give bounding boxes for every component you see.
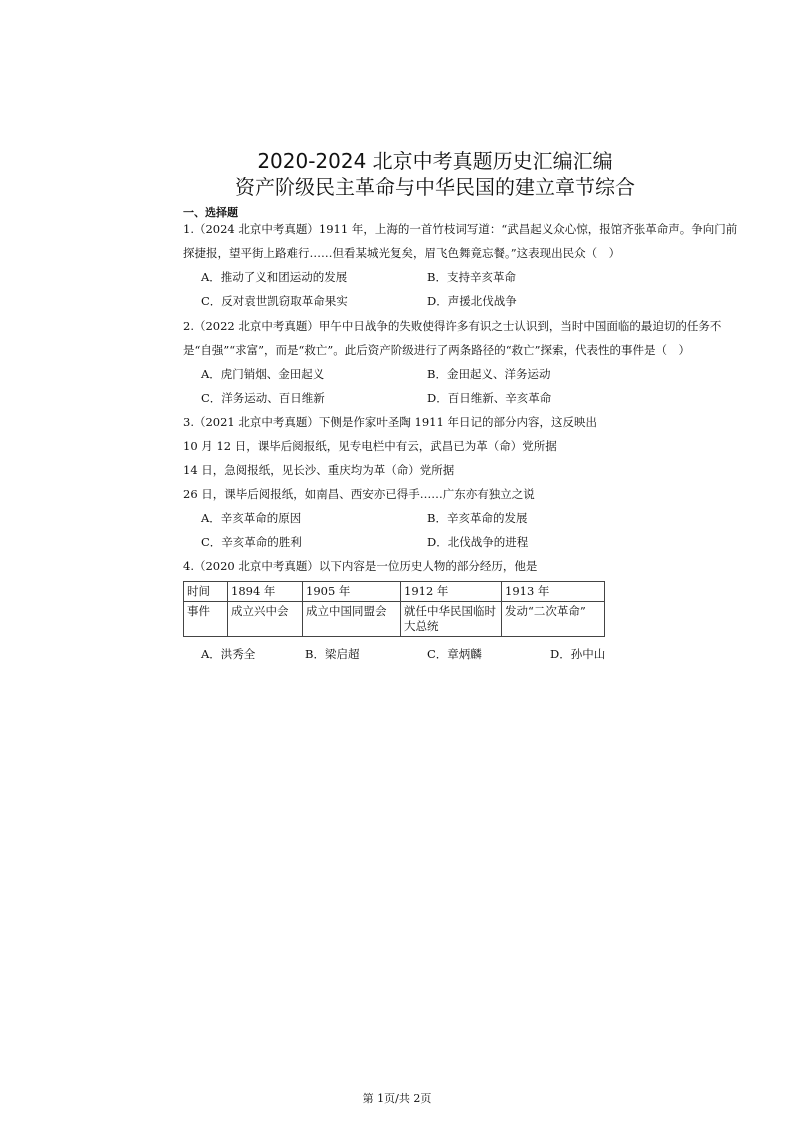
question-4-option-d: D．孙中山 xyxy=(550,647,606,661)
question-1-option-d: D．声援北伐战争 xyxy=(427,294,517,308)
question-3-option-c: C．辛亥革命的胜利 xyxy=(201,535,302,549)
question-4-option-b: B．梁启超 xyxy=(305,647,360,661)
section-heading: 一、选择题 xyxy=(183,206,238,219)
question-2-option-a: A．虎门销烟、金田起义 xyxy=(201,367,325,381)
question-3-option-a: A．辛亥革命的原因 xyxy=(201,511,302,525)
question-2-line-1: 2.（2022 北京中考真题）甲午中日战争的失败使得许多有识之士认识到，当时中国面临的最迫切的任务不 xyxy=(183,319,722,333)
question-3-option-b: B．辛亥革命的发展 xyxy=(427,511,528,525)
question-1-option-c: C．反对袁世凯窃取革命果实 xyxy=(201,294,348,308)
question-1-option-b: B．支持辛亥革命 xyxy=(427,270,516,284)
question-2-option-c: C．洋务运动、百日维新 xyxy=(201,391,325,405)
question-4-option-c: C．章炳麟 xyxy=(427,647,482,661)
page-number: 第 1页/共 2页 xyxy=(362,1092,432,1105)
table-cell: 1905 年 xyxy=(303,582,401,602)
question-3-line-1: 3.（2021 北京中考真题）下侧是作家叶圣陶 1911 年日记的部分内容，这反映出 xyxy=(183,415,597,429)
question-4-option-a: A．洪秀全 xyxy=(201,647,256,661)
document-subtitle: 资产阶级民主革命与中华民国的建立章节综合 xyxy=(235,175,635,199)
table-cell: 事件 xyxy=(184,602,228,637)
question-3-diary-1: 10 月 12 日，课毕后阅报纸，见专电栏中有云，武昌已为革（命）党所据 xyxy=(183,439,557,453)
question-3-diary-3: 26 日，课毕后阅报纸，如南昌、西安亦已得手……广东亦有独立之说 xyxy=(183,487,535,501)
question-1-line-2: 探捷报，望平街上路难行……但看某城光复矣，眉飞色舞竟忘餐。”这表现出民众（ ） xyxy=(183,246,621,260)
question-4-line-1: 4.（2020 北京中考真题）以下内容是一位历史人物的部分经历，他是 xyxy=(183,559,538,573)
question-3-diary-2: 14 日，急阅报纸，见长沙、重庆均为革（命）党所据 xyxy=(183,463,455,477)
table-row xyxy=(184,602,605,637)
table-cell: 1912 年 xyxy=(401,582,502,602)
question-2-line-2: 是“自强”“求富”，而是“救亡”。此后资产阶级进行了两条路径的“救亡”探索，代表性的事件是（ ） xyxy=(183,343,691,357)
table-cell: 时间 xyxy=(184,582,228,602)
document-title: 2020-2024 北京中考真题历史汇编汇编 xyxy=(257,149,613,173)
question-3-option-d: D．北伐战争的进程 xyxy=(427,535,529,549)
history-table xyxy=(183,581,605,637)
table-cell: 成立中国同盟会 xyxy=(303,602,401,637)
table-cell: 发动“二次革命” xyxy=(502,602,605,637)
table-cell: 1913 年 xyxy=(502,582,605,602)
table-cell: 1894 年 xyxy=(228,582,303,602)
question-2-option-d: D．百日维新、辛亥革命 xyxy=(427,391,552,405)
question-2-option-b: B．金田起义、洋务运动 xyxy=(427,367,551,381)
question-1-line-1: 1.（2024 北京中考真题）1911 年，上海的一首竹枝词写道：“武昌起义众心惊，报馆齐张革命声。争向门前 xyxy=(183,222,738,236)
question-1-option-a: A．推动了义和团运动的发展 xyxy=(201,270,348,284)
table-row xyxy=(184,582,605,602)
table-cell: 成立兴中会 xyxy=(228,602,303,637)
table-cell: 就任中华民国临时大总统 xyxy=(401,602,502,637)
